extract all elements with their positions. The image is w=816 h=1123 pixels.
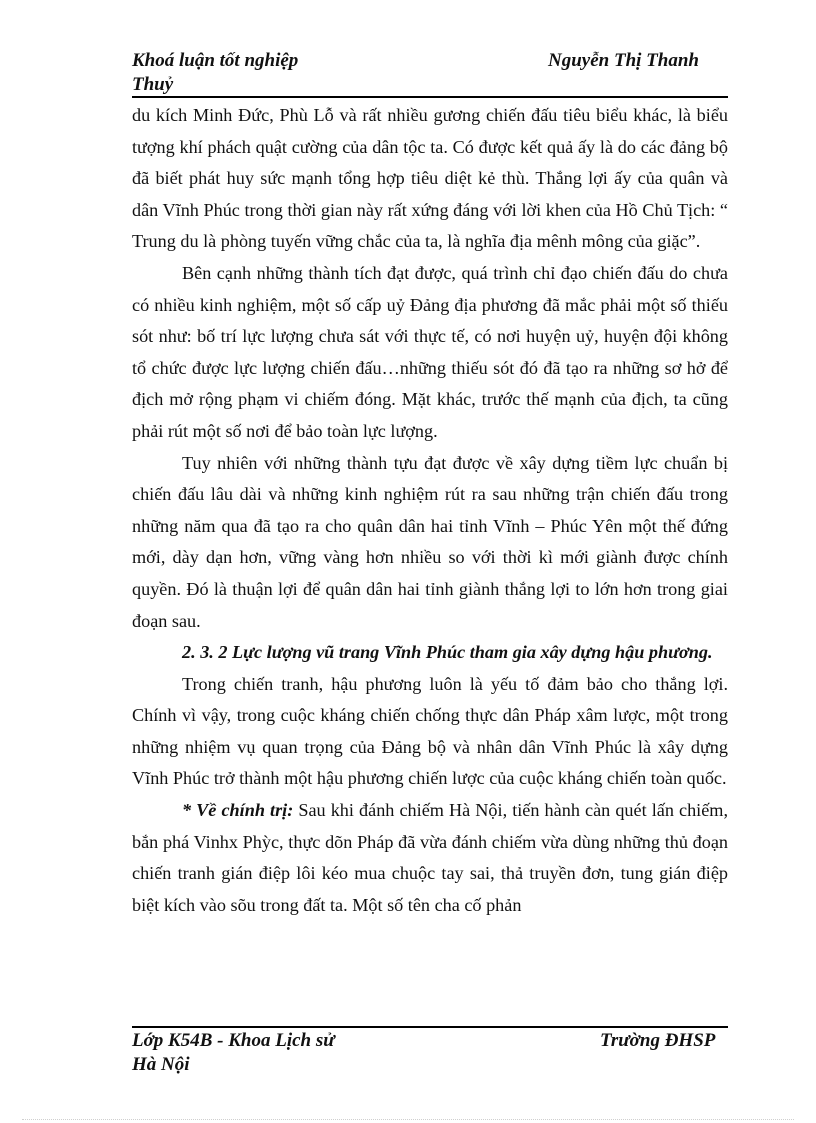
header-author-name: Nguyễn Thị Thanh: [548, 50, 699, 71]
header-thesis-title: Khoá luận tốt nghiệp: [132, 50, 299, 71]
paragraph-1: du kích Minh Đức, Phù Lỗ và rất nhiều gương chiến đấu tiêu biểu khác, là biểu tượng khí phách quật cường của dân tộc ta. Có được kết quả ấy là do các đảng bộ đã biết phát huy sức mạnh tổng hợp tiêu diệt kẻ thù. Thắng lợi ấy của quân và dân Vĩnh Phúc trong thời gian này rất xứng đáng với lời khen của Hồ Chủ Tịch: “ Trung du là phòng tuyến vững chắc của ta, là nghĩa địa mênh mông của giặc”.: [132, 105, 728, 252]
footer-class-faculty: Lớp K54B - Khoa Lịch sử: [132, 1030, 335, 1051]
footer-university: Trường ĐHSP: [600, 1030, 716, 1051]
footer-city: Hà Nội: [132, 1054, 190, 1075]
paragraph-5-label: * Về chính trị:: [182, 800, 294, 821]
paragraph-2: Bên cạnh những thành tích đạt được, quá trình chỉ đạo chiến đấu do chưa có nhiều kinh nghiệm, một số cấp uỷ Đảng địa phương đã mắc phải một số thiếu sót như: bố trí lực lượng chưa sát với thực tế, có nơi huyện uỷ, huyện đội không tổ chức được lực lượng chiến đấu…những thiếu sót đó đã tạo ra những sơ hở để địch mở rộng phạm vi chiếm đóng. Mặt khác, trước thế mạnh của địch, ta cũng phải rút một số nơi để bảo toàn lực lượng.: [132, 262, 728, 441]
paragraph-4: Trong chiến tranh, hậu phương luôn là yếu tố đảm bảo cho thắng lợi. Chính vì vậy, trong cuộc kháng chiến chống thực dân Pháp xâm lược, một trong những nhiệm vụ quan trọng của Đảng bộ và nhân dân Vĩnh Phúc là xây dựng Vĩnh Phúc trở thành một hậu phương chiến lược của cuộc kháng chiến toàn quốc.: [132, 673, 728, 789]
page-edge-divider: [22, 1119, 794, 1120]
paragraph-5-text: Sau khi đánh chiếm Hà Nội, tiến hành càn quét lấn chiếm, bắn phá Vinhx Phỳc, thực dõn Pháp đã vừa đánh chiếm vừa dùng những thủ đoạn chiến tranh gián điệp lôi kéo mua chuộc tay sai, thả truyền đơn, tung gián điệp biệt kích vào sõu trong đất ta. Một số tên cha cố phản: [132, 800, 728, 915]
footer-rule: [132, 1026, 728, 1028]
section-heading: 2. 3. 2 Lực lượng vũ trang Vĩnh Phúc tham gia xây dựng hậu phương.: [182, 642, 713, 663]
header-rule: [132, 96, 728, 98]
header-author-surname-wrap: Thuỷ: [132, 74, 174, 95]
paragraph-3: Tuy nhiên với những thành tựu đạt được về xây dựng tiềm lực chuẩn bị chiến đấu lâu dài và những kinh nghiệm rút ra sau những trận chiến đấu trong những năm qua đã tạo ra cho quân dân hai tỉnh Vĩnh – Phúc Yên một thế đứng mới, dày dạn hơn, vững vàng hơn nhiều so với thời kì mới giành được chính quyền. Đó là thuận lợi để quân dân hai tỉnh giành thắng lợi to lớn hơn trong giai đoạn sau.: [132, 452, 728, 631]
paragraph-5: [132, 795, 728, 921]
body-text: [132, 100, 728, 921]
